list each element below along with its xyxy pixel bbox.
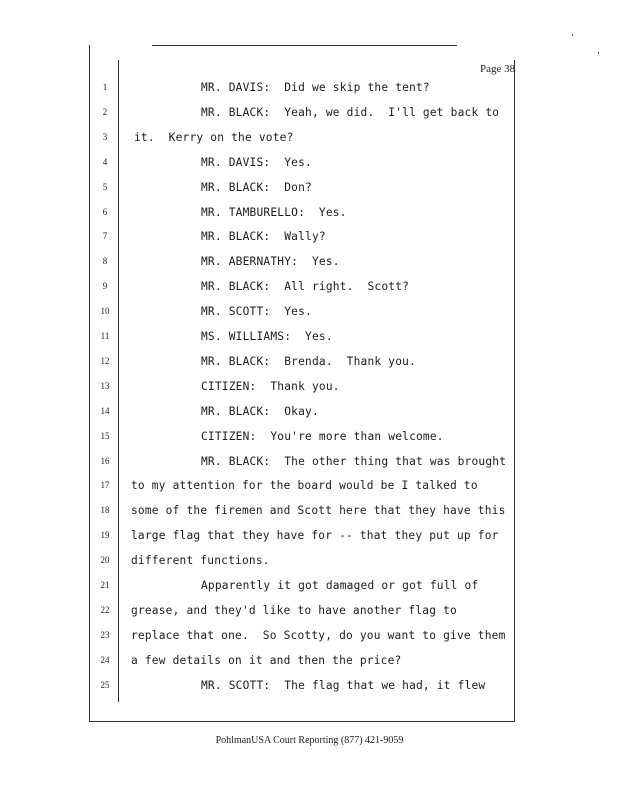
line-number: 10: [100, 306, 110, 317]
transcript-line: some of the firemen and Scott here that they have this: [131, 504, 506, 518]
line-number: 25: [100, 679, 110, 690]
line-number: 9: [102, 281, 108, 292]
right-border: [514, 60, 515, 722]
line-number: 18: [100, 505, 110, 516]
scan-speck: [598, 52, 599, 54]
line-number: 8: [102, 256, 108, 267]
line-number: 23: [100, 629, 110, 640]
transcript-line: it. Kerry on the vote?: [134, 130, 294, 144]
line-number: 4: [102, 156, 108, 167]
line-number: 11: [100, 331, 110, 341]
line-number: 22: [100, 604, 110, 615]
left-border: [89, 45, 90, 721]
bottom-border: [89, 721, 515, 722]
transcript-line: MR. DAVIS: Yes.: [201, 155, 312, 169]
transcript-line: MR. BLACK: Don?: [201, 180, 312, 194]
line-number: 21: [100, 580, 110, 590]
line-number: 12: [100, 355, 110, 366]
transcript-line: MR. SCOTT: The flag that we had, it flew: [201, 678, 486, 692]
line-number: 17: [100, 480, 110, 491]
line-number: 3: [102, 131, 108, 142]
scan-speck: [572, 34, 573, 36]
transcript-line: MR. ABERNATHY: Yes.: [201, 255, 340, 269]
transcript-line: MS. WILLIAMS: Yes.: [201, 330, 333, 343]
transcript-line: to my attention for the board would be I talked to: [131, 479, 478, 493]
transcript-line: MR. TAMBURELLO: Yes.: [201, 205, 347, 219]
line-number: 24: [100, 654, 110, 665]
footer-reporter: PohlmanUSA Court Reporting (877) 421-9059: [215, 735, 404, 746]
line-number-margin: [118, 60, 119, 702]
transcript-line: MR. BLACK: All right. Scott?: [201, 280, 410, 294]
transcript-line: MR. BLACK: Wally?: [201, 230, 326, 244]
line-number: 14: [100, 405, 110, 416]
line-number: 19: [100, 530, 110, 541]
line-number: 6: [102, 206, 108, 217]
transcript-line: grease, and they'd like to have another flag to: [131, 603, 457, 617]
transcript-line: different functions.: [131, 554, 270, 568]
transcript-line: MR. BLACK: Brenda. Thank you.: [201, 354, 416, 368]
line-number: 2: [102, 106, 108, 117]
transcript-line: large flag that they have for -- that they put up for: [131, 529, 499, 543]
line-number: 20: [100, 555, 110, 566]
transcript-line: MR. BLACK: Yeah, we did. I'll get back to: [201, 105, 500, 119]
line-number: 15: [100, 430, 110, 441]
line-number: 16: [100, 455, 110, 466]
transcript-line: MR. BLACK: Okay.: [201, 404, 319, 418]
transcript-line: CITIZEN: Thank you.: [201, 379, 340, 393]
transcript-line: replace that one. So Scotty, do you want to give them: [131, 628, 506, 642]
transcript-line: CITIZEN: You're more than welcome.: [201, 429, 444, 443]
line-number: 7: [102, 231, 108, 242]
top-border: [152, 45, 457, 46]
line-number: 13: [100, 380, 110, 391]
transcript-line: MR. BLACK: The other thing that was brought: [201, 454, 507, 468]
page-number: Page 38: [480, 63, 516, 75]
transcript-line: Apparently it got damaged or got full of: [201, 579, 479, 592]
line-number: 1: [102, 82, 108, 92]
transcript-line: a few details on it and then the price?: [131, 653, 402, 667]
transcript-line: MR. SCOTT: Yes.: [201, 305, 312, 319]
transcript-line: MR. DAVIS: Did we skip the tent?: [201, 81, 430, 94]
line-number: 5: [102, 181, 108, 192]
